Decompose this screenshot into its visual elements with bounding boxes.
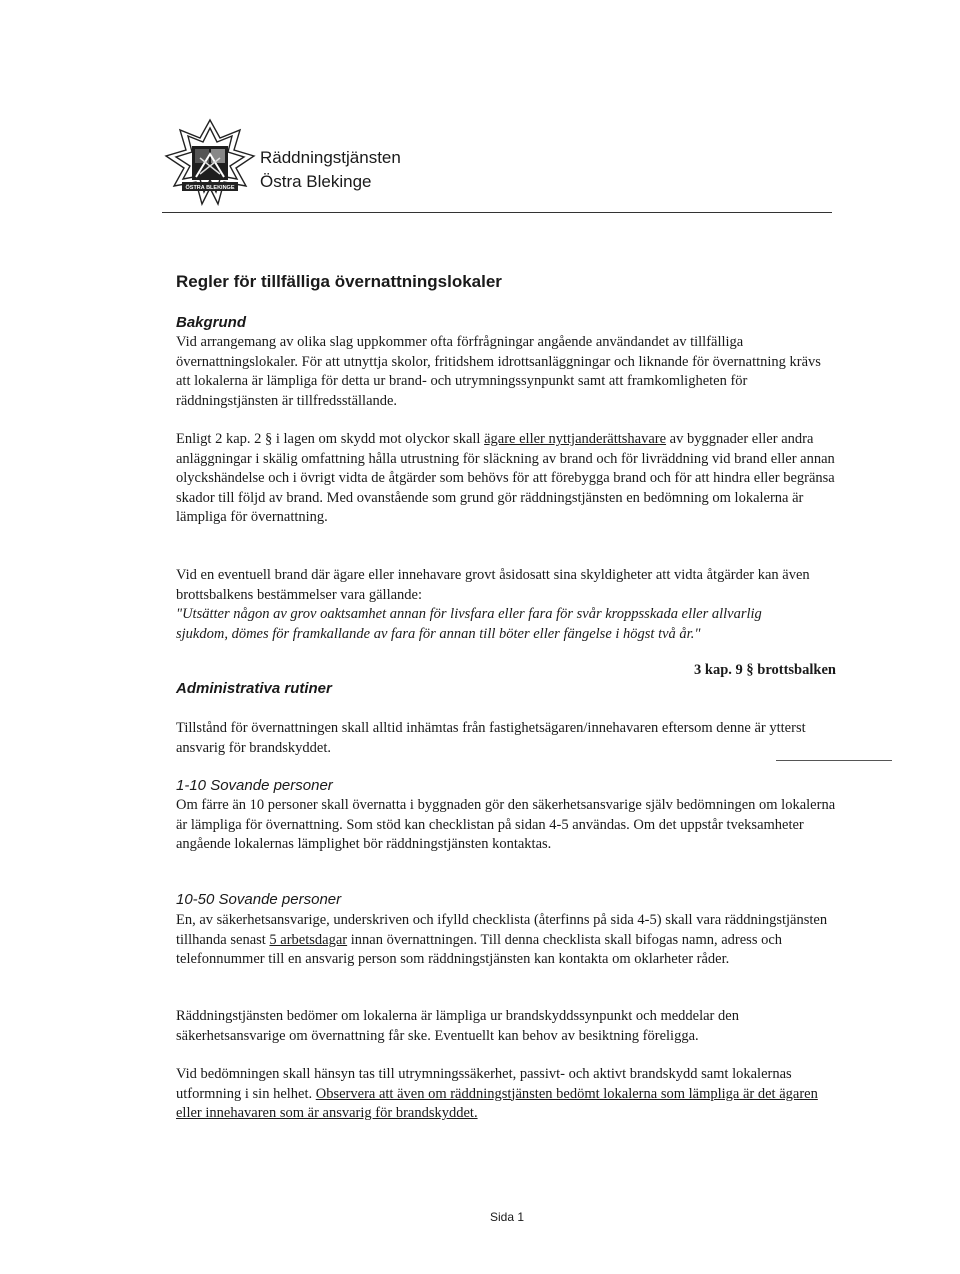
- organization-name: [260, 146, 401, 194]
- section-heading-bakgrund: Bakgrund: [176, 314, 247, 331]
- bakgrund-paragraph-3: Vid en eventuell brand där ägare eller innehavare grovt åsidosatt sina skyldigheter att vidta åtgärder kan även brottsbalkens bestämmelser vara gällande:: [176, 567, 810, 603]
- bakgrund-paragraph-1: Vid arrangemang av olika slag uppkommer ofta förfrågningar angående användandet av tillfälliga övernattningslokaler. För att utnyttja skolor, fritidshem idrottsanläggningar och liknande för övernattning krävs att lokalerna är lämpliga för detta ur brand- och utrymningssynpunkt samt att framkomligheten för räddningstjänsten är tillfredsställande.: [176, 334, 821, 409]
- org-name-line2: Östra Blekinge: [260, 172, 372, 191]
- legal-text-underlined: ägare eller nyttjanderättshavare: [484, 431, 667, 447]
- responsibility-note-underlined: Observera att även om räddningstjänsten bedömt lokalerna som lämpliga är det ägaren eller innehavaren som är ansvarig för brandskyddet.: [176, 1085, 818, 1121]
- section-heading-admin: Administrativa rutiner: [176, 680, 332, 697]
- assessment-text: Vid bedömningen skall hänsyn tas till utrymningssäkerhet, passivt- och aktivt brandskydd samt lokalernas utformning i sin helhet.: [176, 1066, 792, 1102]
- legal-text-start: Enligt 2 kap. 2 § i lagen om skydd mot olyckor skall: [176, 431, 485, 447]
- small-group-paragraph: Om färre än 10 personer skall övernatta i byggnaden gör den säkerhetsansvarige själv bedömningen om lokalerna är lämpliga för övernattning. Som stöd kan checklistan på sidan 4-5 användas. Om det uppstår tveksamheter angående lokalernas lämplighet bör räddningstjänsten kontaktas.: [176, 797, 836, 852]
- large-group-paragraph-3: [176, 1065, 836, 1124]
- header-divider: [162, 212, 832, 213]
- page-number: Sida 1: [490, 1210, 525, 1224]
- bakgrund-paragraph-2: [176, 430, 836, 528]
- admin-paragraph: Tillstånd för övernattningen skall alltid inhämtas från fastighetsägaren/innehavaren eftersom denne är ytterst ansvarig för brandskyddet.: [176, 720, 806, 756]
- large-group-paragraph-2: Räddningstjänsten bedömer om lokalerna är lämpliga ur brandskyddssynpunkt och meddelar den säkerhetsansvarige om övernattning får ske. Eventuellt kan behov av besiktning föreligga.: [176, 1008, 739, 1044]
- legal-text-end: av byggnader eller andra anläggningar i skälig omfattning hålla utrustning för släckning av brand och för livräddning vid brand eller annan olyckshändelse och i övrigt vidta de åtgärder som behövs för att förebygga brand och för att hindra eller begränsa skador till följd av brand. Med ovanstående som grund gör räddningstjänsten en bedömning om lokalerna är lämpliga för övernattning.: [176, 431, 835, 525]
- section-heading-1-10: 1-10 Sovande personer: [176, 777, 333, 794]
- legal-reference: 3 kap. 9 § brottsbalken: [694, 662, 836, 678]
- section-heading-10-50: 10-50 Sovande personer: [176, 891, 342, 908]
- deadline-underlined: 5 arbetsdagar: [269, 931, 348, 948]
- logo-banner-text: ÖSTRA BLEKINGE: [185, 185, 235, 191]
- org-name-line1: Räddningstjänsten: [260, 148, 401, 167]
- document-title: Regler för tillfälliga övernattningslokaler: [176, 272, 502, 291]
- large-group-paragraph-1: [176, 911, 836, 970]
- checklist-text-end: innan övernattningen. Till denna checklista skall bifogas namn, adress och telefonnummer till en ansvarig person som räddningstjänsten kan kontakta om oklarheter råder.: [176, 931, 783, 967]
- margin-line: [776, 760, 892, 761]
- organization-logo: [160, 116, 260, 210]
- checklist-text-start: En, av säkerhetsansvarige, underskriven och ifylld checklista (återfinns på sida 4-5) skall vara räddningstjänsten tillhanda senast: [176, 912, 828, 948]
- brottsbalken-quote: "Utsätter någon av grov oaktsamhet annan för livsfara eller fara för svår kroppsskada eller allvarlig sjukdom, dömes för framkallande av fara för annan till böter eller fängelse i högst två år.": [176, 606, 762, 642]
